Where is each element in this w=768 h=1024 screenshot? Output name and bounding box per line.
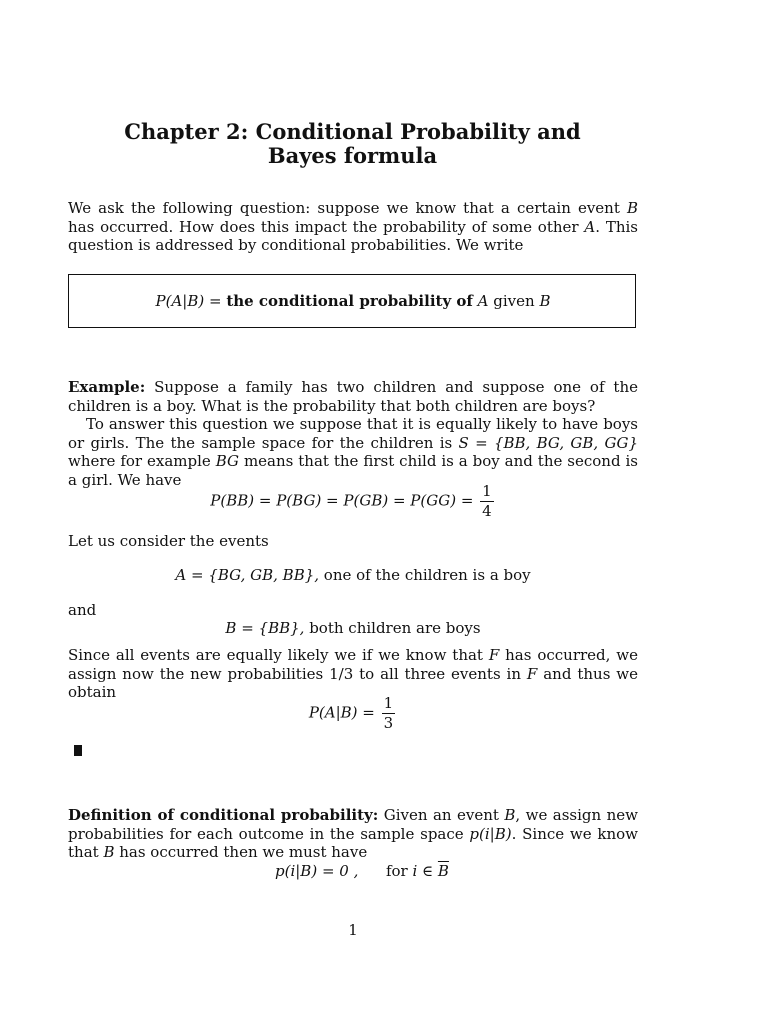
fraction-one-third: $\frac{1}{3}$ [383,694,394,732]
sample-space-paragraph: To answer this question we suppose that it is equally likely to have boys or girls. The the sample space for the children is S = {BB, BG, GB, GG} where for example BG means that the first child is a boy and the second is a girl. We have [68,415,639,489]
equation-conditional-result: P(A|B) = $\frac{1}{3}$ [308,694,394,732]
definition-paragraph: Definition of conditional probability: Given an event B, we assign new probabilities for each outcome in the sample space p(i|B). Since we know that B has occurred then we must have [68,806,638,861]
consider-events-text: Let us consider the events [68,532,269,550]
equally-likely-paragraph: Since all events are equally likely we if we know that F has occurred, we assign now the new probabilities 1/3 to all three events in F and thus we obtain [68,646,639,701]
definition-label: Definition of conditional probability: [68,806,379,824]
example-paragraph: Example: Suppose a family has two children and suppose one of the children is a boy. What is the probability that both children are boys? [68,378,638,415]
and-text: and [68,601,97,619]
intro-paragraph: We ask the following question: suppose we know that a certain event B has occurred. How does this impact the probability of some other A. This question is addressed by conditional probabilities. We write [68,199,638,254]
chapter-title: Chapter 2: Conditional Probability and Bayes formula [124,119,581,168]
example-label: Example: [68,378,146,396]
event-a-definition: A = {BG, GB, BB}, one of the children is a boy [175,566,531,584]
equation-equal-probabilities: P(BB) = P(BG) = P(GB) = P(GG) = $\frac{1}{4}$ [210,482,492,520]
end-of-proof-icon [74,745,82,756]
definition-box-formula: P(A|B) = the conditional probability of A given B [155,292,551,310]
fraction-one-quarter: $\frac{1}{4}$ [482,482,492,520]
event-b-definition: B = {BB}, both children are boys [225,619,481,637]
page-number: 1 [348,921,358,939]
equation-zero-probability: p(i|B) = 0 , for i ∈ $\overline{B}$ [275,862,449,880]
